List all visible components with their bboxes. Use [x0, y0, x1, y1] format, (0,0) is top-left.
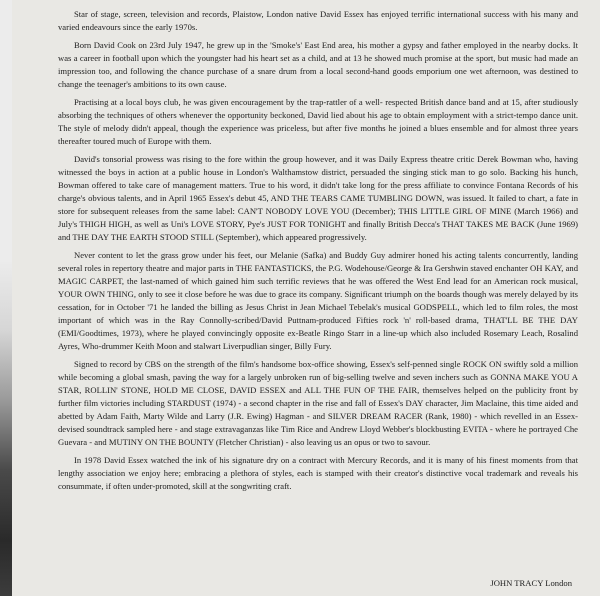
photo-edge-strip	[0, 0, 12, 596]
paragraph-2: Born David Cook on 23rd July 1947, he grew up in the 'Smoke's' East End area, his mother a gypsy and father employed in the nearby docks. It was a career in football upon which the youngster had his heart set as a child, and at 13 he showed much promise at the sport, but music had made an impression too, and following the chance purchase of a snare drum from a local second-hand goods emporium one wet afternoon, was destined to change the teenager's ambitions to its own cause.	[58, 40, 578, 89]
paragraph-1: Star of stage, screen, television and records, Plaistow, London native David Essex has enjoyed terrific international success with his many and varied endeavours since the early 1970s.	[58, 9, 578, 32]
paragraph-6: Signed to record by CBS on the strength of the film's handsome box-office showing, Essex's self-penned single ROCK ON swiftly sold a million while becoming a global smash, paving the way for a largely unbroken run of big-selling twelve and seven inchers such as GONNA MAKE YOU A STAR, ROLLIN' STONE, HOLD ME CLOSE, DAVID ESSEX and ALL THE FUN OF THE FAIR, themselves helped on the publicity front by further film victories including STARDUST (1974) - a second chapter in the rise and fall of Essex's DAY character, Jim Maclaine, this time aided and abetted by Adam Faith, Marty Wilde and Larry (J.R. Ewing) Hagman - and SILVER DREAM RACER (Rank, 1980) - which revelled in an Essex- devised soundtrack sampled here - and stage extravaganzas like Tim Rice and Andrew Lloyd Webber's blockbusting EVITA - where he portrayed Che Guevara - and MUTINY ON THE BOUNTY (Fletcher Christian) - also leaving us an opus or two to savour.	[58, 359, 578, 447]
paragraph-4: David's tonsorial prowess was rising to the fore within the group however, and it was Daily Express theatre critic Derek Bowman who, having witnessed the boys in action at a public house in London's Walthamstow district, persuaded the singing stick man to go solo. Backing his hunch, Bowman offered to take care of management matters. True to his word, it didn't take long for the press affiliate to convince Fontana Records of his charge's obvious talents, and in April 1965 Essex's debut 45, AND THE TEARS CAME TUMBLING DOWN, was issued. It failed to chart, a fate in store for subsequent releases from the same label: CAN'T NOBODY LOVE YOU (December); THIS LITTLE GIRL OF MINE (March 1966) and July's THIGH HIGH, as well as Uni's LOVE STORY, Pye's JUST FOR TONIGHT and finally British Decca's THAT TAKES ME BACK (June 1969) and THE DAY THE EARTH STOOD STILL (September), which appeared progressively.	[58, 154, 578, 242]
liner-notes-body	[58, 8, 578, 498]
paragraph-7: In 1978 David Essex watched the ink of his signature dry on a contract with Mercury Records, and it is many of his finest moments from that lengthy association we enjoy here; embracing a plethora of styles, each is stamped with their creator's distinctive vocal trademark and reveals his consummate, if often under-promoted, skill at the songwriting craft.	[58, 455, 578, 491]
paragraph-3: Practising at a local boys club, he was given encouragement by the trap-rattler of a well- respected British dance band and at 15, after studiously absorbing the techniques of others whenever the opportunity beckoned, David lied about his age to obtain employment with a strict-tempo dance unit. The style of melody didn't appeal, though the experience was priceless, but after five months he joined a blues ensemble and for almost three years thereafter toured much of Europe with them.	[58, 97, 578, 146]
author-signature: JOHN TRACY London	[490, 578, 572, 588]
paragraph-5: Never content to let the grass grow under his feet, our Melanie (Safka) and Buddy Guy admirer honed his acting talents concurrently, landing several roles in repertory theatre and major parts in THE FANTASTICKS, the P.G. Wodehouse/George & Ira Gershwin staved enchanter OH KAY, and MAGIC CARPET, the last-named of which gained him such terrific reviews that he was offered the West End lead for an American rock musical, YOUR OWN THING, only to see it close before he was due to grace its company. Significant triumph on the boards though was merely delayed by its cessation, for in October '71 he landed the billing as Jesus Christ in Jean Michael Tebelak's musical GODSPELL, which led to film roles, the most important of which was in the Ray Connolly-scribed/David Puttnam-produced Fifties rock 'n' roll-based drama, THAT'LL BE THE DAY (EMI/Goodtimes, 1973), where he played convincingly opposite ex-Beatle Ringo Starr in a line-up which also included Rosemary Leach, Rosalind Ayres, Who-drummer Keith Moon and stalwart Liverpudlian singer, Billy Fury.	[58, 250, 578, 351]
